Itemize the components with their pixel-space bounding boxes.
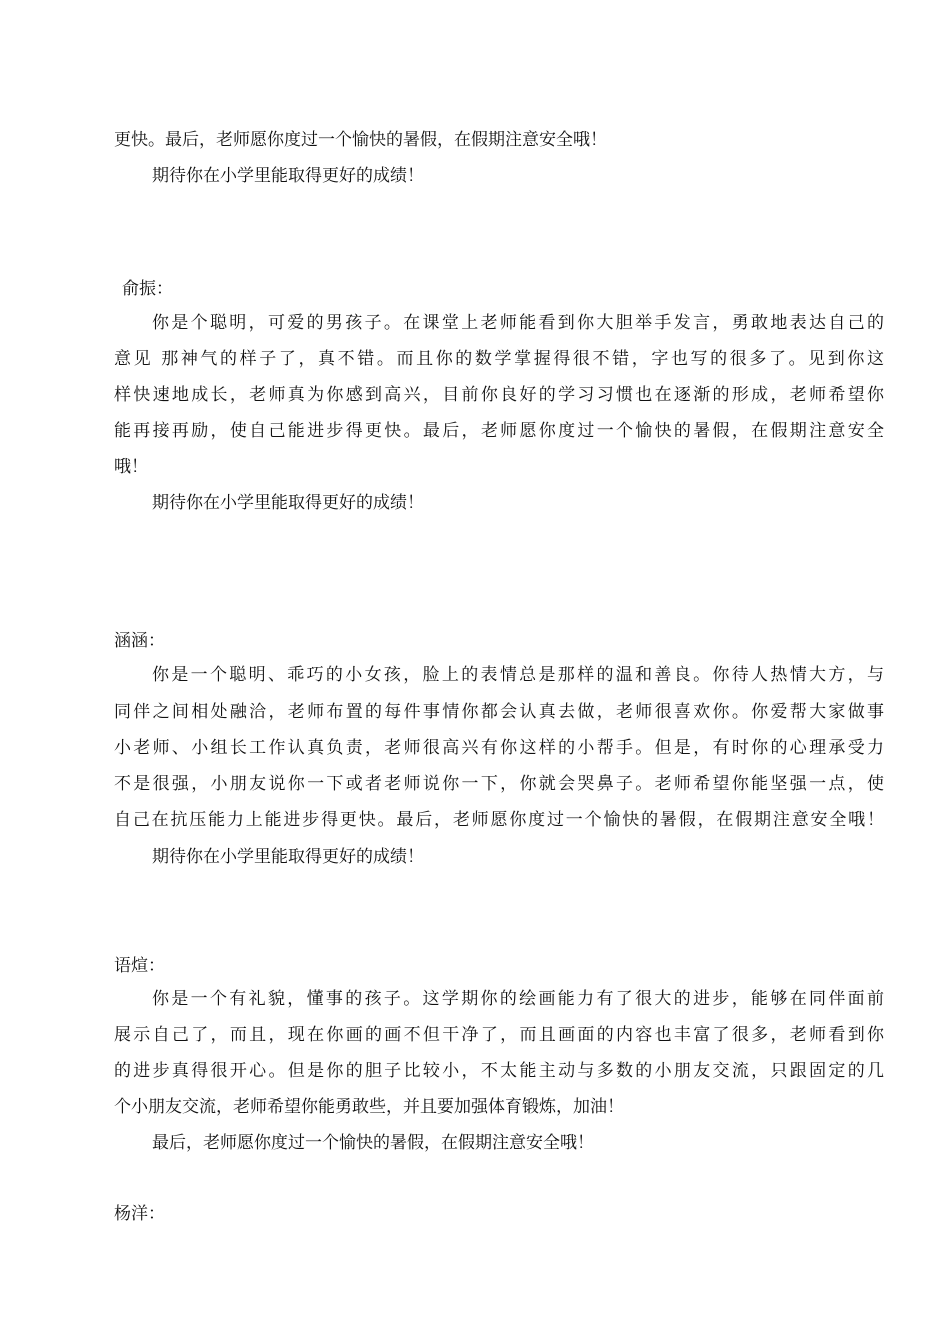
student-name: 语煊： (114, 956, 165, 976)
closing-line: 期待你在小学里能取得更好的成绩！ (152, 493, 424, 513)
paragraph-line: 不是很强，小朋友说你一下或者老师说你一下，你就会哭鼻子。老师希望你能坚强一点，使 (114, 774, 884, 794)
paragraph-line: 展示自己了，而且，现在你画的画不但干净了，而且画面的内容也丰富了很多，老师看到你 (114, 1025, 884, 1045)
paragraph-line: 你是一个聪明、乖巧的小女孩，脸上的表情总是那样的温和善良。你待人热情大方，与 (152, 665, 884, 685)
paragraph-line: 意见 那神气的样子了，真不错。而且你的数学掌握得很不错，字也写的很多了。见到你这 (114, 349, 884, 369)
paragraph-line: 的进步真得很开心。但是你的胆子比较小，不太能主动与多数的小朋友交流，只跟固定的几 (114, 1061, 884, 1081)
paragraph-line: 小老师、小组长工作认真负责，老师很高兴有你这样的小帮手。但是，有时你的心理承受力 (114, 738, 884, 758)
paragraph-line: 能再接再励，使自己能进步得更快。最后，老师愿你度过一个愉快的暑假，在假期注意安全 (114, 421, 884, 441)
closing-line: 期待你在小学里能取得更好的成绩！ (152, 166, 424, 186)
student-name: 俞振： (122, 279, 173, 299)
paragraph-line: 你是个聪明，可爱的男孩子。在课堂上老师能看到你大胆举手发言，勇敢地表达自己的 (152, 313, 884, 333)
paragraph-line: 自己在抗压能力上能进步得更快。最后，老师愿你度过一个愉快的暑假，在假期注意安全哦！ (114, 810, 884, 830)
closing-line: 期待你在小学里能取得更好的成绩！ (152, 847, 424, 867)
paragraph-line: 哦！ (114, 457, 148, 477)
paragraph-line: 更快。最后，老师愿你度过一个愉快的暑假，在假期注意安全哦！ (114, 130, 607, 150)
student-name: 涵涵： (114, 631, 165, 651)
paragraph-line: 同伴之间相处融洽，老师布置的每件事情你都会认真去做，老师很喜欢你。你爱帮大家做事 (114, 702, 884, 722)
closing-line: 最后，老师愿你度过一个愉快的暑假，在假期注意安全哦！ (152, 1133, 594, 1153)
paragraph-line: 样快速地成长，老师真为你感到高兴，目前你良好的学习习惯也在逐渐的形成，老师希望你 (114, 385, 884, 405)
paragraph-line: 个小朋友交流，老师希望你能勇敢些，并且要加强体育锻炼，加油！ (114, 1097, 624, 1117)
student-name: 杨洋： (114, 1204, 165, 1224)
paragraph-line: 你是一个有礼貌，懂事的孩子。这学期你的绘画能力有了很大的进步，能够在同伴面前 (152, 989, 884, 1009)
